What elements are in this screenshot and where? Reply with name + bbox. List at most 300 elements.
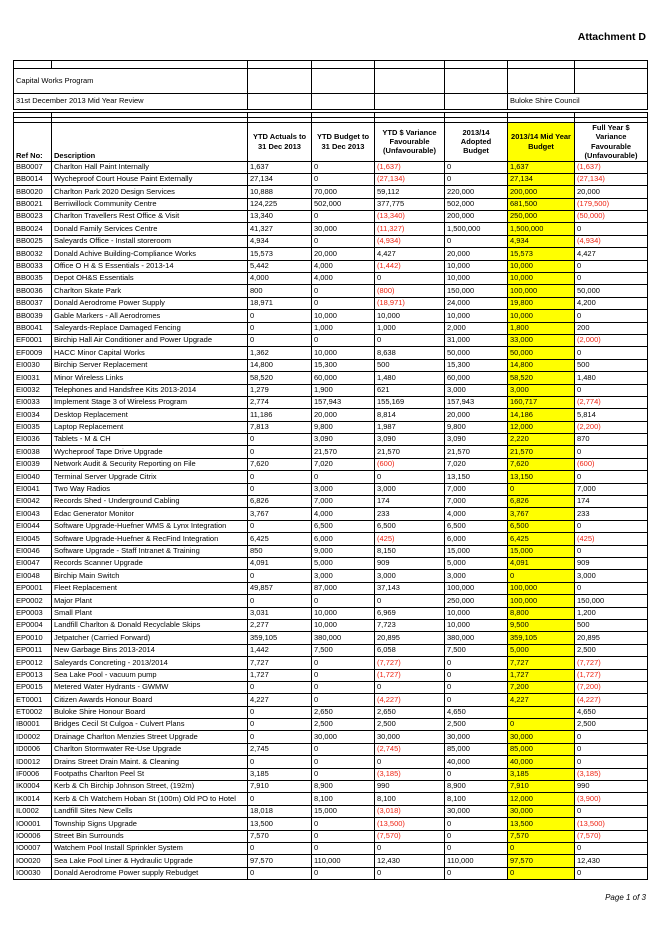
full-year-variance-cell: 5,814 (575, 409, 648, 421)
desc-cell: Buloke Shire Honour Board (52, 706, 248, 718)
full-year-variance-cell: 0 (575, 582, 648, 594)
ref-cell: IO0030 (14, 867, 52, 879)
ytd-variance-cell: 990 (375, 781, 445, 793)
table-row (14, 657, 648, 669)
adopted-cell: 6,000 (445, 533, 508, 545)
ytd-actuals-cell: 3,185 (248, 768, 312, 780)
ytd-variance-cell: 0 (375, 756, 445, 768)
desc-cell: Charlton Hall Paint Internally (52, 161, 248, 173)
ref-cell: IK0014 (14, 793, 52, 805)
table-row (14, 173, 648, 185)
mid-year-cell: 7,727 (508, 657, 575, 669)
adopted-cell: 0 (445, 681, 508, 693)
ytd-actuals-cell: 0 (248, 719, 312, 731)
adopted-cell: 15,300 (445, 359, 508, 371)
ref-cell: BB0033 (14, 260, 52, 272)
blank-row (14, 61, 648, 69)
ref-cell: BB0032 (14, 248, 52, 260)
ytd-actuals-cell: 6,826 (248, 496, 312, 508)
table-row (14, 756, 648, 768)
adopted-cell: 6,500 (445, 520, 508, 532)
ytd-actuals-cell: 6,425 (248, 533, 312, 545)
ytd-variance-cell: (3,018) (375, 805, 445, 817)
ytd-actuals-cell: 7,910 (248, 781, 312, 793)
ref-cell: EI0048 (14, 570, 52, 582)
ref-cell: BB0041 (14, 322, 52, 334)
ytd-budget-cell: 4,000 (312, 260, 375, 272)
ytd-actuals-cell: 15,573 (248, 248, 312, 260)
ref-cell: EI0046 (14, 545, 52, 557)
ref-cell: EI0031 (14, 372, 52, 384)
full-year-variance-cell: (425) (575, 533, 648, 545)
ytd-actuals-cell: 4,091 (248, 558, 312, 570)
ref-cell: BB0036 (14, 285, 52, 297)
ytd-actuals-cell: 0 (248, 706, 312, 718)
full-year-variance-cell: (7,570) (575, 830, 648, 842)
adopted-cell: 7,020 (445, 458, 508, 470)
adopted-cell: 5,000 (445, 558, 508, 570)
full-year-variance-cell: (2,000) (575, 334, 648, 346)
desc-cell: Donald Aerodrome Power Supply (52, 297, 248, 309)
adopted-cell: 30,000 (445, 805, 508, 817)
ytd-actuals-cell: 0 (248, 595, 312, 607)
full-year-variance-cell: 20,895 (575, 632, 648, 644)
ytd-budget-cell: 0 (312, 595, 375, 607)
mid-year-cell: 14,186 (508, 409, 575, 421)
ytd-actuals-cell: 97,570 (248, 855, 312, 867)
full-year-variance-cell: 2,500 (575, 719, 648, 731)
ytd-budget-cell: 0 (312, 669, 375, 681)
ytd-variance-cell: 1,480 (375, 372, 445, 384)
ytd-actuals-cell: 0 (248, 867, 312, 879)
mid-year-cell: 0 (508, 719, 575, 731)
table-row (14, 632, 648, 644)
mid-year-cell: 7,570 (508, 830, 575, 842)
full-year-variance-cell: (3,185) (575, 768, 648, 780)
ytd-budget-cell: 87,000 (312, 582, 375, 594)
full-year-variance-cell: (1,637) (575, 161, 648, 173)
full-year-variance-cell: 12,430 (575, 855, 648, 867)
ytd-variance-cell: 1,000 (375, 322, 445, 334)
adopted-cell: 110,000 (445, 855, 508, 867)
desc-cell: Charlton Travellers Rest Office & Visit (52, 211, 248, 223)
ref-cell: ET0001 (14, 694, 52, 706)
full-year-variance-cell: (1,727) (575, 669, 648, 681)
full-year-variance-cell: 0 (575, 260, 648, 272)
adopted-cell: 2,000 (445, 322, 508, 334)
ref-cell: BB0035 (14, 273, 52, 285)
desc-cell: Citizen Awards Honour Board (52, 694, 248, 706)
ytd-variance-cell: (1,727) (375, 669, 445, 681)
ytd-variance-cell: 377,775 (375, 198, 445, 210)
ytd-actuals-cell: 0 (248, 731, 312, 743)
ref-cell: EP0001 (14, 582, 52, 594)
desc-cell: Kerb & Ch Birchip Johnson Street, (192m) (52, 781, 248, 793)
mid-year-cell: 6,500 (508, 520, 575, 532)
mid-year-cell: 13,500 (508, 818, 575, 830)
ytd-budget-cell: 0 (312, 211, 375, 223)
mid-year-cell: 97,570 (508, 855, 575, 867)
ytd-actuals-cell: 3,031 (248, 607, 312, 619)
table-row (14, 743, 648, 755)
ytd-budget-cell: 10,000 (312, 347, 375, 359)
adopted-cell: 0 (445, 161, 508, 173)
mid-year-cell: 12,000 (508, 793, 575, 805)
ytd-actuals-cell: 14,800 (248, 359, 312, 371)
ytd-actuals-cell: 1,637 (248, 161, 312, 173)
desc-cell: Charlton Stormwater Re-Use Upgrade (52, 743, 248, 755)
desc-cell: Terminal Server Upgrade Citrix (52, 471, 248, 483)
ref-cell: BB0014 (14, 173, 52, 185)
table-row (14, 396, 648, 408)
adopted-cell: 7,500 (445, 644, 508, 656)
ytd-budget-cell: 70,000 (312, 186, 375, 198)
adopted-cell: 4,000 (445, 508, 508, 520)
table-row (14, 198, 648, 210)
mid-year-cell: 9,500 (508, 619, 575, 631)
mid-year-cell: 100,000 (508, 595, 575, 607)
table-row (14, 508, 648, 520)
ref-cell: EP0015 (14, 681, 52, 693)
ytd-variance-cell: (4,934) (375, 235, 445, 247)
ref-cell: EP0004 (14, 619, 52, 631)
column-header-full-year-variance: Full Year $ Variance Favourable (Unfavourable) (575, 123, 648, 162)
full-year-variance-cell: 0 (575, 545, 648, 557)
ytd-actuals-cell: 58,520 (248, 372, 312, 384)
desc-cell: Saleyards Concreting - 2013/2014 (52, 657, 248, 669)
ref-cell: EI0038 (14, 446, 52, 458)
mid-year-cell: 250,000 (508, 211, 575, 223)
ytd-variance-cell: 6,969 (375, 607, 445, 619)
ytd-budget-cell: 3,090 (312, 434, 375, 446)
ytd-actuals-cell: 1,442 (248, 644, 312, 656)
table-row (14, 558, 648, 570)
column-header-description: Description (52, 123, 248, 162)
table-row (14, 731, 648, 743)
ytd-variance-cell: 0 (375, 867, 445, 879)
full-year-variance-cell: 909 (575, 558, 648, 570)
adopted-cell: 7,000 (445, 483, 508, 495)
desc-cell: Township Signs Upgrade (52, 818, 248, 830)
column-header-ref-no: Ref No: (14, 123, 52, 162)
table-row (14, 855, 648, 867)
table-row (14, 409, 648, 421)
adopted-cell: 0 (445, 768, 508, 780)
full-year-variance-cell: 0 (575, 273, 648, 285)
ref-cell: EP0010 (14, 632, 52, 644)
ytd-actuals-cell: 10,888 (248, 186, 312, 198)
ytd-variance-cell: 8,150 (375, 545, 445, 557)
full-year-variance-cell: 0 (575, 347, 648, 359)
full-year-variance-cell: 0 (575, 520, 648, 532)
table-row (14, 359, 648, 371)
mid-year-cell: 0 (508, 842, 575, 854)
ytd-actuals-cell: 124,225 (248, 198, 312, 210)
desc-cell: Records Scanner Upgrade (52, 558, 248, 570)
ytd-actuals-cell: 0 (248, 334, 312, 346)
ytd-variance-cell: 0 (375, 842, 445, 854)
desc-cell: Donald Achive Building-Compliance Works (52, 248, 248, 260)
ytd-variance-cell: (27,134) (375, 173, 445, 185)
mid-year-cell: 58,520 (508, 372, 575, 384)
ref-cell: EP0011 (14, 644, 52, 656)
ref-cell: BB0024 (14, 223, 52, 235)
ytd-actuals-cell: 359,105 (248, 632, 312, 644)
ytd-budget-cell: 0 (312, 235, 375, 247)
table-row (14, 310, 648, 322)
adopted-cell: 3,000 (445, 570, 508, 582)
ytd-budget-cell: 1,000 (312, 322, 375, 334)
table-row (14, 818, 648, 830)
adopted-cell: 150,000 (445, 285, 508, 297)
desc-cell: Implement Stage 3 of Wireless Program (52, 396, 248, 408)
table-row (14, 186, 648, 198)
ytd-budget-cell: 10,000 (312, 607, 375, 619)
ytd-variance-cell: 6,500 (375, 520, 445, 532)
desc-cell: Small Plant (52, 607, 248, 619)
desc-cell: Telephones and Handsfree Kits 2013-2014 (52, 384, 248, 396)
ytd-actuals-cell: 0 (248, 322, 312, 334)
desc-cell: Depot OH&S Essentials (52, 273, 248, 285)
desc-cell: Watchem Pool Install Sprinkler System (52, 842, 248, 854)
full-year-variance-cell: 4,650 (575, 706, 648, 718)
ytd-actuals-cell: 11,186 (248, 409, 312, 421)
adopted-cell: 4,650 (445, 706, 508, 718)
ytd-budget-cell: 10,000 (312, 310, 375, 322)
adopted-cell: 3,090 (445, 434, 508, 446)
mid-year-cell: 6,826 (508, 496, 575, 508)
desc-cell: Donald Aerodrome Power supply Rebudget (52, 867, 248, 879)
adopted-cell: 13,150 (445, 471, 508, 483)
ytd-actuals-cell: 4,227 (248, 694, 312, 706)
table-row (14, 619, 648, 631)
ref-cell: EF0009 (14, 347, 52, 359)
desc-cell: Network Audit & Security Reporting on File (52, 458, 248, 470)
ytd-actuals-cell: 18,971 (248, 297, 312, 309)
full-year-variance-cell: (179,500) (575, 198, 648, 210)
mid-year-cell: 359,105 (508, 632, 575, 644)
ytd-budget-cell: 4,000 (312, 273, 375, 285)
table-row (14, 681, 648, 693)
ytd-budget-cell: 9,000 (312, 545, 375, 557)
desc-cell: Fleet Replacement (52, 582, 248, 594)
mid-year-cell: 40,000 (508, 756, 575, 768)
adopted-cell: 85,000 (445, 743, 508, 755)
ytd-actuals-cell: 850 (248, 545, 312, 557)
ytd-budget-cell: 9,800 (312, 421, 375, 433)
ytd-budget-cell: 2,650 (312, 706, 375, 718)
ytd-variance-cell: 0 (375, 681, 445, 693)
full-year-variance-cell: (3,900) (575, 793, 648, 805)
table-row (14, 533, 648, 545)
ytd-budget-cell: 0 (312, 161, 375, 173)
table-row (14, 607, 648, 619)
mid-year-cell: 15,573 (508, 248, 575, 260)
table-row (14, 322, 648, 334)
desc-cell: Landfill Sites New Cells (52, 805, 248, 817)
ytd-actuals-cell: 0 (248, 310, 312, 322)
ytd-variance-cell: 8,814 (375, 409, 445, 421)
desc-cell: Tablets - M & CH (52, 434, 248, 446)
ref-cell: EI0041 (14, 483, 52, 495)
adopted-cell: 20,000 (445, 409, 508, 421)
ytd-variance-cell: 174 (375, 496, 445, 508)
adopted-cell: 0 (445, 818, 508, 830)
mid-year-cell: 85,000 (508, 743, 575, 755)
desc-cell: Desktop Replacement (52, 409, 248, 421)
mid-year-cell: 19,800 (508, 297, 575, 309)
table-row (14, 595, 648, 607)
ref-cell: EP0002 (14, 595, 52, 607)
full-year-variance-cell: (600) (575, 458, 648, 470)
table-row (14, 694, 648, 706)
ytd-actuals-cell: 800 (248, 285, 312, 297)
adopted-cell: 10,000 (445, 619, 508, 631)
table-row (14, 781, 648, 793)
full-year-variance-cell: 0 (575, 310, 648, 322)
ref-cell: EI0045 (14, 533, 52, 545)
ref-cell: IO0007 (14, 842, 52, 854)
full-year-variance-cell: 500 (575, 619, 648, 631)
desc-cell: Wycheproof Tape Drive Upgrade (52, 446, 248, 458)
mid-year-cell: 30,000 (508, 731, 575, 743)
table-row (14, 421, 648, 433)
desc-cell: Landfill Charlton & Donald Recyclable Skips (52, 619, 248, 631)
ytd-actuals-cell: 0 (248, 471, 312, 483)
ref-cell: EI0039 (14, 458, 52, 470)
adopted-cell: 3,000 (445, 384, 508, 396)
full-year-variance-cell: 0 (575, 471, 648, 483)
ytd-actuals-cell: 0 (248, 842, 312, 854)
adopted-cell: 0 (445, 867, 508, 879)
ytd-budget-cell: 110,000 (312, 855, 375, 867)
ytd-budget-cell: 7,500 (312, 644, 375, 656)
adopted-cell: 0 (445, 830, 508, 842)
mid-year-cell: 21,570 (508, 446, 575, 458)
ytd-budget-cell: 0 (312, 334, 375, 346)
ref-cell: EI0047 (14, 558, 52, 570)
desc-cell: Birchip Server Replacement (52, 359, 248, 371)
ytd-variance-cell: 12,430 (375, 855, 445, 867)
ytd-variance-cell: 909 (375, 558, 445, 570)
mid-year-cell: 12,000 (508, 421, 575, 433)
ytd-variance-cell: (18,971) (375, 297, 445, 309)
ref-cell: BB0025 (14, 235, 52, 247)
ref-cell: EI0036 (14, 434, 52, 446)
ytd-budget-cell: 7,020 (312, 458, 375, 470)
table-row (14, 334, 648, 346)
ytd-variance-cell: 500 (375, 359, 445, 371)
ytd-variance-cell: 0 (375, 595, 445, 607)
mid-year-cell: 100,000 (508, 285, 575, 297)
adopted-cell: 21,570 (445, 446, 508, 458)
ytd-variance-cell: 1,987 (375, 421, 445, 433)
ytd-actuals-cell: 1,362 (248, 347, 312, 359)
desc-cell: Laptop Replacement (52, 421, 248, 433)
ytd-variance-cell: 37,143 (375, 582, 445, 594)
desc-cell: Software Upgrade-Huefner WMS & Lynx Integration (52, 520, 248, 532)
full-year-variance-cell: 1,480 (575, 372, 648, 384)
mid-year-cell: 3,767 (508, 508, 575, 520)
adopted-cell: 30,000 (445, 731, 508, 743)
ytd-budget-cell: 5,000 (312, 558, 375, 570)
table-row (14, 669, 648, 681)
desc-cell: HACC Minor Capital Works (52, 347, 248, 359)
ref-cell: EP0003 (14, 607, 52, 619)
adopted-cell: 8,100 (445, 793, 508, 805)
ytd-budget-cell: 8,100 (312, 793, 375, 805)
ytd-variance-cell: 621 (375, 384, 445, 396)
desc-cell: Street Bin Surrounds (52, 830, 248, 842)
table-row (14, 830, 648, 842)
ytd-budget-cell: 0 (312, 694, 375, 706)
ytd-budget-cell: 0 (312, 756, 375, 768)
ytd-budget-cell: 0 (312, 743, 375, 755)
ytd-variance-cell: 3,000 (375, 570, 445, 582)
ref-cell: EI0030 (14, 359, 52, 371)
adopted-cell: 1,500,000 (445, 223, 508, 235)
ytd-actuals-cell: 1,279 (248, 384, 312, 396)
mid-year-cell: 7,910 (508, 781, 575, 793)
full-year-variance-cell: 150,000 (575, 595, 648, 607)
column-header-adopted-budget: 2013/14 Adopted Budget (445, 123, 508, 162)
ref-cell: ID0006 (14, 743, 52, 755)
ytd-variance-cell: (13,340) (375, 211, 445, 223)
table-row (14, 434, 648, 446)
ref-cell: BB0020 (14, 186, 52, 198)
ref-cell: EI0035 (14, 421, 52, 433)
ytd-variance-cell: 30,000 (375, 731, 445, 743)
ytd-variance-cell: 4,427 (375, 248, 445, 260)
mid-year-cell: 4,091 (508, 558, 575, 570)
column-header-mid-year-budget: 2013/14 Mid Year Budget (508, 123, 575, 162)
desc-cell: Sea Lake Pool - vacuum pump (52, 669, 248, 681)
table-row (14, 842, 648, 854)
ytd-variance-cell: 10,000 (375, 310, 445, 322)
ytd-budget-cell: 0 (312, 173, 375, 185)
ref-cell: ET0002 (14, 706, 52, 718)
desc-cell: Major Plant (52, 595, 248, 607)
ytd-actuals-cell: 13,500 (248, 818, 312, 830)
mid-year-cell: 4,227 (508, 694, 575, 706)
ytd-actuals-cell: 3,767 (248, 508, 312, 520)
ref-cell: EI0044 (14, 520, 52, 532)
mid-year-cell: 0 (508, 867, 575, 879)
adopted-cell: 0 (445, 657, 508, 669)
table-row (14, 570, 648, 582)
adopted-cell: 2,500 (445, 719, 508, 731)
ytd-actuals-cell: 2,774 (248, 396, 312, 408)
ytd-budget-cell: 30,000 (312, 731, 375, 743)
ytd-variance-cell: 8,638 (375, 347, 445, 359)
ytd-variance-cell: 3,000 (375, 483, 445, 495)
full-year-variance-cell: (13,500) (575, 818, 648, 830)
adopted-cell: 10,000 (445, 607, 508, 619)
mid-year-cell: 7,200 (508, 681, 575, 693)
full-year-variance-cell: (2,774) (575, 396, 648, 408)
ref-cell: IO0020 (14, 855, 52, 867)
ytd-budget-cell: 6,000 (312, 533, 375, 545)
ytd-variance-cell: 0 (375, 273, 445, 285)
full-year-variance-cell: 7,000 (575, 483, 648, 495)
ref-cell: EI0040 (14, 471, 52, 483)
ytd-budget-cell: 0 (312, 681, 375, 693)
desc-cell: Records Shed - Underground Cabling (52, 496, 248, 508)
adopted-cell: 8,900 (445, 781, 508, 793)
ref-cell: IK0004 (14, 781, 52, 793)
table-row (14, 235, 648, 247)
adopted-cell: 220,000 (445, 186, 508, 198)
